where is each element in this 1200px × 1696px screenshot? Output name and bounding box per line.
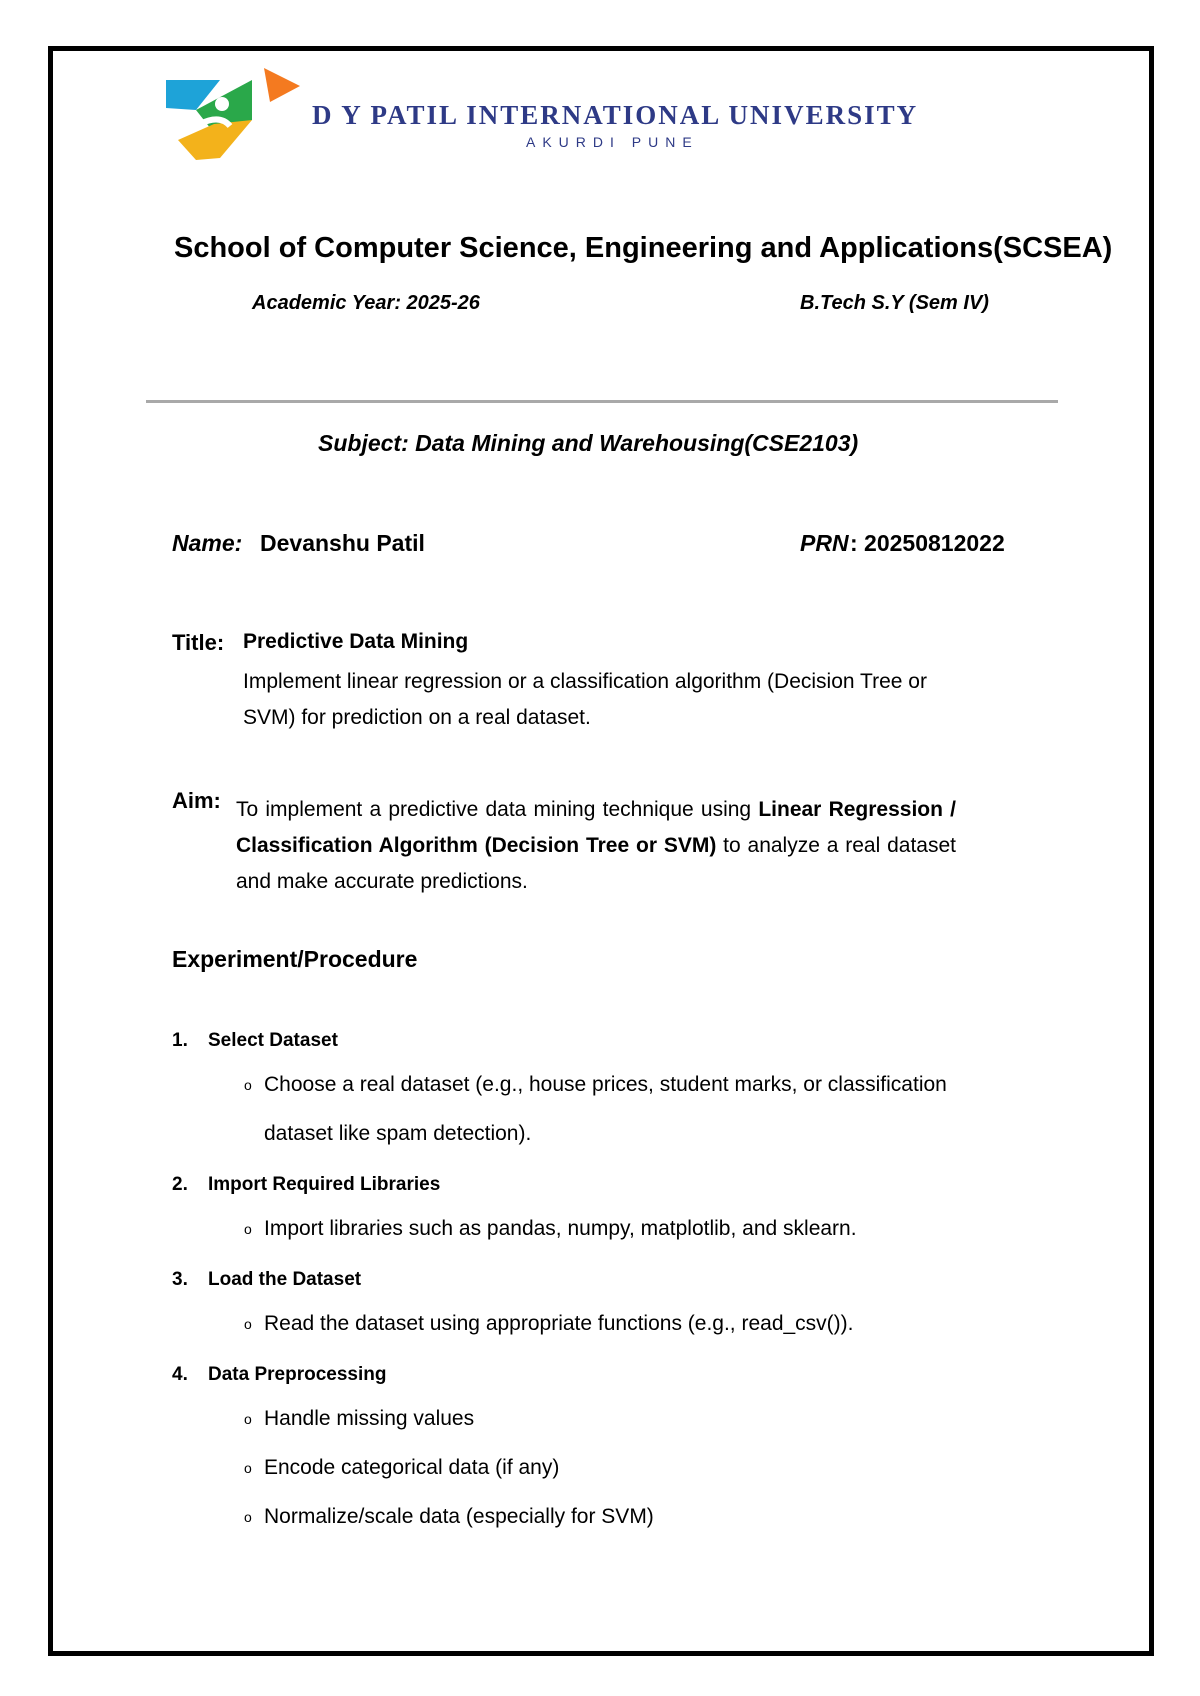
bullet-icon: o: [244, 1509, 252, 1525]
title-value: Predictive Data Mining: [243, 630, 469, 653]
step-item: [172, 1030, 1032, 1158]
aim-label: Aim:: [172, 788, 221, 813]
step-subitem: [172, 1299, 1032, 1348]
name-label: Name:: [172, 530, 243, 556]
step-number: 2.: [172, 1174, 188, 1195]
aim-text-bold: Linear Regression / Classification Algorithm (Decision Tree or SVM): [236, 798, 956, 857]
academic-year: Academic Year: 2025-26: [252, 292, 480, 314]
university-logo: [160, 64, 330, 164]
step-title: [172, 1269, 1032, 1299]
step-subitem-text: Import libraries such as pandas, numpy, matplotlib, and sklearn.: [264, 1217, 857, 1240]
step-subitem-text: Choose a real dataset (e.g., house prices, student marks, or classification dataset like spam detection).: [264, 1073, 947, 1145]
step-title-text: Load the Dataset: [208, 1269, 362, 1290]
prn-label: PRN: [800, 530, 849, 556]
bullet-icon: o: [244, 1077, 252, 1093]
step-title-text: Select Dataset: [208, 1030, 338, 1051]
step-number: 3.: [172, 1269, 188, 1290]
procedure-steps: [172, 1030, 1032, 1557]
prn-value: : 20250812022: [850, 530, 1005, 556]
step-subitem: [172, 1204, 1032, 1253]
step-subitem: [172, 1492, 1032, 1541]
aim-text: [236, 792, 956, 900]
school-heading: School of Computer Science, Engineering and Applications(SCSEA): [174, 232, 1113, 264]
step-subitem-text: Encode categorical data (if any): [264, 1456, 560, 1479]
step-subitem-text: Normalize/scale data (especially for SVM): [264, 1505, 654, 1528]
aim-text-end: to analyze a real dataset and make accurate predictions.: [236, 834, 956, 893]
step-title: [172, 1174, 1032, 1204]
step-number: 4.: [172, 1364, 188, 1385]
semester: B.Tech S.Y (Sem IV): [800, 292, 989, 314]
step-title: [172, 1364, 1032, 1394]
step-number: 1.: [172, 1030, 188, 1051]
step-subitem-text: Read the dataset using appropriate functions (e.g., read_csv()).: [264, 1312, 854, 1335]
step-item: [172, 1174, 1032, 1253]
divider: [146, 400, 1058, 403]
step-item: [172, 1364, 1032, 1541]
step-subitem: [172, 1394, 1032, 1443]
title-label: Title:: [172, 630, 225, 655]
step-subitem: [172, 1060, 984, 1158]
step-subitem: [172, 1443, 1032, 1492]
step-subitem-text: Handle missing values: [264, 1407, 475, 1430]
bullet-icon: o: [244, 1221, 252, 1237]
experiment-heading: Experiment/Procedure: [172, 946, 418, 972]
student-name: Devanshu Patil: [260, 530, 425, 556]
university-city: AKURDI PUNE: [526, 134, 699, 150]
subject-line: Subject: Data Mining and Warehousing(CSE2103): [318, 430, 859, 456]
aim-text-start: To implement a predictive data mining technique using: [236, 798, 759, 821]
step-title-text: Import Required Libraries: [208, 1174, 441, 1195]
title-description: Implement linear regression or a classification algorithm (Decision Tree or SVM) for prediction on a real dataset.: [243, 670, 927, 729]
bullet-icon: o: [244, 1316, 252, 1332]
bullet-icon: o: [244, 1411, 252, 1427]
step-title-text: Data Preprocessing: [208, 1364, 387, 1385]
university-name: D Y PATIL INTERNATIONAL UNIVERSITY: [312, 100, 919, 130]
step-title: [172, 1030, 1032, 1060]
bullet-icon: o: [244, 1460, 252, 1476]
step-item: [172, 1269, 1032, 1348]
